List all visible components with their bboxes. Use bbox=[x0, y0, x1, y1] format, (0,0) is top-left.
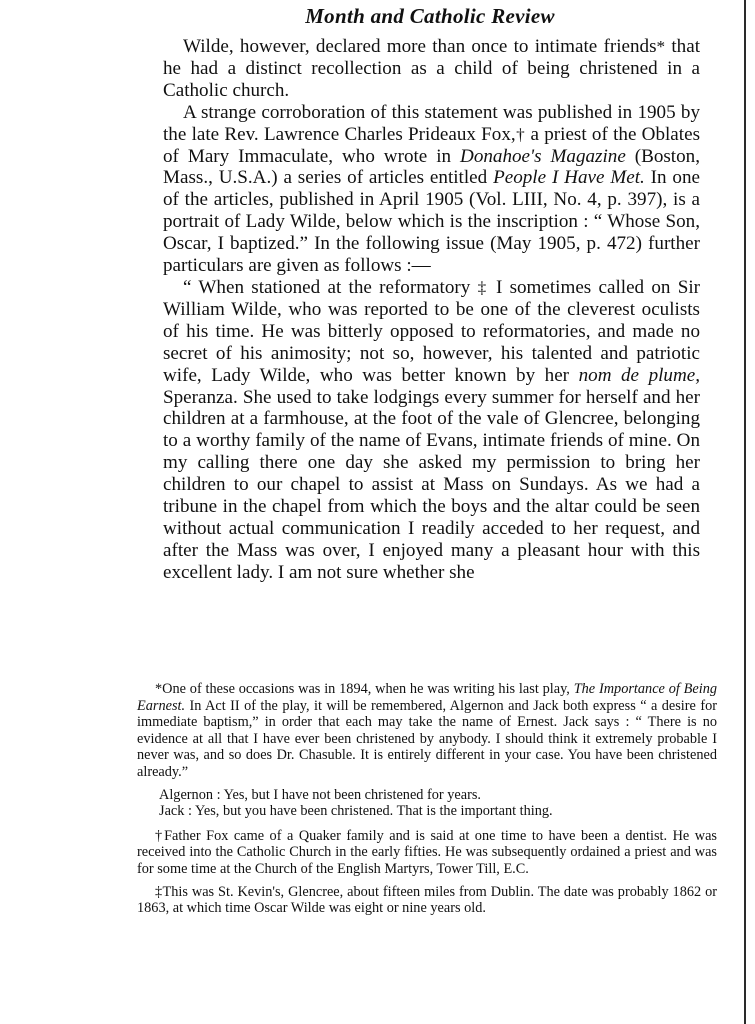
footnote-marker: * bbox=[155, 681, 163, 697]
paragraph-text: I sometimes called on Sir William Wilde, who was reported to be one of the cleverest oculists of his time. He was bitterly opposed to reformatories, and made no secret of his animosity; not so, however, his talented and patriotic wife, Lady Wilde, who was better known by her bbox=[163, 276, 701, 386]
footnote-reference: † bbox=[515, 124, 526, 144]
italic-text: People I Have Met. bbox=[493, 167, 645, 189]
page-edge-line bbox=[744, 0, 746, 1024]
paragraph-2 bbox=[163, 102, 700, 277]
footnote-text: Father Fox came of a Quaker family and is said at one time to have been a dentist. He was received into the Catholic Church in the early fifties. He was subsequently ordained a priest and was for some time at the Church of the English Martyrs, Tower Till, E.C. bbox=[137, 827, 717, 877]
paragraph-3 bbox=[163, 277, 700, 584]
footnote-dialogue-line: Algernon : Yes, but I have not been christened for years. bbox=[159, 786, 481, 803]
footnote-reference: * bbox=[656, 37, 666, 56]
paragraph-text: A strange corroboration of this statement was published in 1905 by the late Rev. Lawrence Charles Prideaux Fox, bbox=[163, 101, 700, 145]
body-text bbox=[163, 36, 700, 584]
paragraph-text: (Boston, Mass., U.S.A.) a series of articles entitled bbox=[163, 145, 700, 189]
italic-text: nom de plume, bbox=[578, 364, 701, 386]
paragraph-1 bbox=[163, 36, 700, 102]
italic-text: Donahoe's Magazine bbox=[460, 145, 626, 167]
footnote-3 bbox=[137, 884, 717, 917]
footnote-reference: ‡ bbox=[477, 277, 489, 297]
paragraph-text: Wilde, however, declared more than once to intimate friends bbox=[183, 36, 657, 57]
footnote-text: This was St. Kevin's, Glencree, about fifteen miles from Dublin. The date was probably 1862 or 1863, at which time Oscar Wilde was eight or nine years old. bbox=[137, 883, 717, 917]
footnote-marker: ‡ bbox=[155, 883, 163, 900]
paragraph-text: “ When stationed at the reformatory bbox=[183, 276, 471, 298]
footnote-dialogue-line: Jack : Yes, but you have been christened. That is the important thing. bbox=[159, 803, 553, 820]
paragraph-text: Speranza. She used to take lodgings every summer for herself and her children at a farmhouse, at the foot of the vale of Glencree, belonging to a worthy family of the name of Evans, intimate friends of mine. On my calling there one day she asked my permission to bring her children to our chapel to assist at Mass on Sundays. As we had a tribune in the chapel from which the boys and the altar could be seen without actual communication I readily acceded to her request, and after the Mass was over, I enjoyed many a pleasant hour with this excellent lady. I am not sure whether she bbox=[163, 386, 700, 583]
footnote-marker: † bbox=[155, 827, 165, 844]
footnote-1 bbox=[137, 681, 717, 781]
paragraph-text: that he had a distinct recollection as a child of being christened in a Catholic church. bbox=[163, 36, 701, 101]
paragraph-text: a priest of the Oblates of Mary Immaculate, who wrote in bbox=[163, 123, 700, 167]
footnotes bbox=[137, 681, 717, 923]
italic-text: The Importance of Being Earnest. bbox=[137, 681, 717, 714]
running-header: Month and Catholic Review bbox=[305, 4, 555, 28]
footnote-2 bbox=[137, 828, 717, 878]
footnote-text: One of these occasions was in 1894, when he was writing his last play, bbox=[162, 681, 574, 697]
paragraph-text: In one of the articles, published in April 1905 (Vol. LIII, No. 4, p. 397), is a portrait of Lady Wilde, below which is the inscription : “ Whose Son, Oscar, I baptized.” In the following issue (May 1905, p. 472) further particulars are given as follows :— bbox=[163, 167, 700, 277]
footnote-text: In Act II of the play, it will be remembered, Algernon and Jack both express “ a desire for immediate baptism,” in order that each may take the name of Ernest. Jack says : “ There is no evidence at all that I have ever been christened by anybody. I should think it extremely probable I never was, and so does Dr. Chasuble. It is entirely different in your case. You have been christened already.” bbox=[137, 697, 717, 780]
